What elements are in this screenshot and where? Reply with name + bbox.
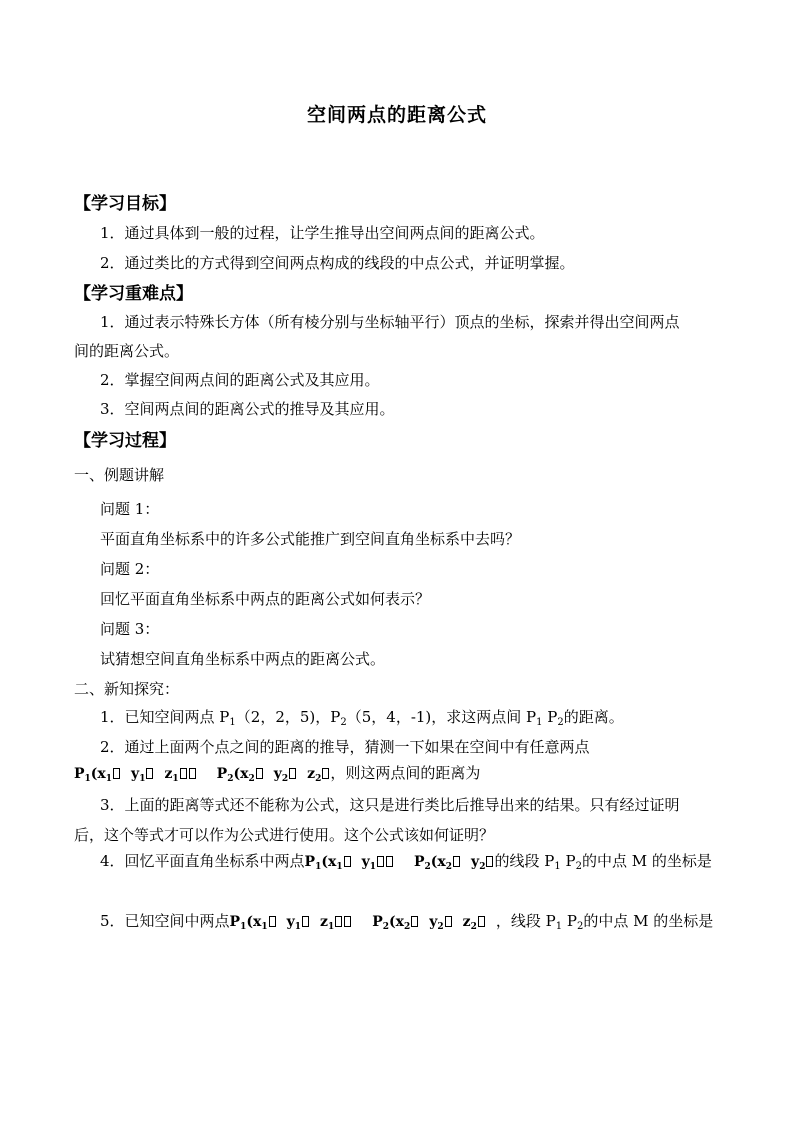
explore-item-4: 4．回忆平面直角坐标系中两点$P_1(x_1$ $y_1$ $P_2(x_2$ $y_2$ 的线段 $P_1$ $P_2$的中点 M 的坐标是 [100, 852, 712, 872]
question-1-text: 平面直角坐标系中的许多公式能推广到空间直角坐标系中去吗？ [100, 530, 521, 548]
key-point-item-3: 3．空间两点间的距离公式的推导及其应用。 [100, 400, 395, 418]
explore-item-5: 5．已知空间中两点$P_1(x_1$ $y_1$ $z_1$ $P_2(x_2$ $y_2$ $z_2$ ，线段 $P_1$ $P_2$的中点 M 的坐标是 [100, 912, 714, 932]
page-title: 空间两点的距离公式 [306, 104, 487, 126]
key-point-item-2: 2．掌握空间两点间的距离公式及其应用。 [100, 371, 380, 389]
part1-heading: 一、例题讲解 [74, 466, 165, 484]
process-heading: 【学习过程】 [74, 431, 176, 451]
question-3-label: 问题 3： [100, 620, 160, 638]
goal-item-1: 1．通过具体到一般的过程，让学生推导出空间两点间的距离公式。 [100, 224, 545, 242]
goal-item-2: 2．通过类比的方式得到空间两点构成的线段的中点公式，并证明掌握。 [100, 254, 575, 272]
part2-heading: 二、新知探究： [74, 680, 180, 698]
explore-item-2-line-1: 2．通过上面两个点之间的距离的推导，猜测一下如果在空间中有任意两点 [100, 738, 590, 756]
point-p1-formula: $P_1(x_1$ $y_1$ $z_1$ [74, 766, 197, 782]
space-point-p2-formula: $P_2(x_2$ $y_2$ $z_2$ [372, 914, 486, 930]
space-point-p1-formula: $P_1(x_1$ $y_1$ $z_1$ [230, 914, 353, 930]
question-1-label: 问题 1： [100, 500, 160, 518]
key-point-item-1-line-2: 间的距离公式。 [74, 342, 180, 360]
plane-point-p2-formula: $P_2(x_2$ $y_2$ [414, 854, 494, 870]
explore-item-2-line-2: $P_1(x_1$ $y_1$ $z_1$ $P_2(x_2$ $y_2$ $z_2$ ，则这两点间的距离为 [74, 764, 481, 784]
question-2-label: 问题 2： [100, 560, 160, 578]
point-p2-formula: $P_2(x_2$ $y_2$ $z_2$ [217, 766, 331, 782]
explore-item-1: 1．已知空间两点 $P_1(2$，2，5)，$P_2(5$，4，-1)，求这两点间 $P_1$ $P_2$的距离。 [100, 708, 624, 728]
explore-item-3-line-2: 后，这个等式才可以作为公式进行使用。这个公式该如何证明？ [74, 826, 495, 844]
plane-point-p1-formula: $P_1(x_1$ $y_1$ [305, 854, 394, 870]
key-point-item-1-line-1: 1．通过表示特殊长方体（所有棱分别与坐标轴平行）顶点的坐标，探索并得出空间两点 [100, 313, 680, 331]
key-points-heading: 【学习重难点】 [74, 284, 193, 304]
explore-item-3-line-1: 3．上面的距离等式还不能称为公式，这只是进行类比后推导出来的结果。只有经过证明 [100, 796, 680, 814]
question-3-text: 试猜想空间直角坐标系中两点的距离公式。 [100, 650, 386, 668]
goals-heading: 【学习目标】 [74, 194, 176, 214]
question-2-text: 回忆平面直角坐标系中两点的距离公式如何表示？ [100, 590, 431, 608]
